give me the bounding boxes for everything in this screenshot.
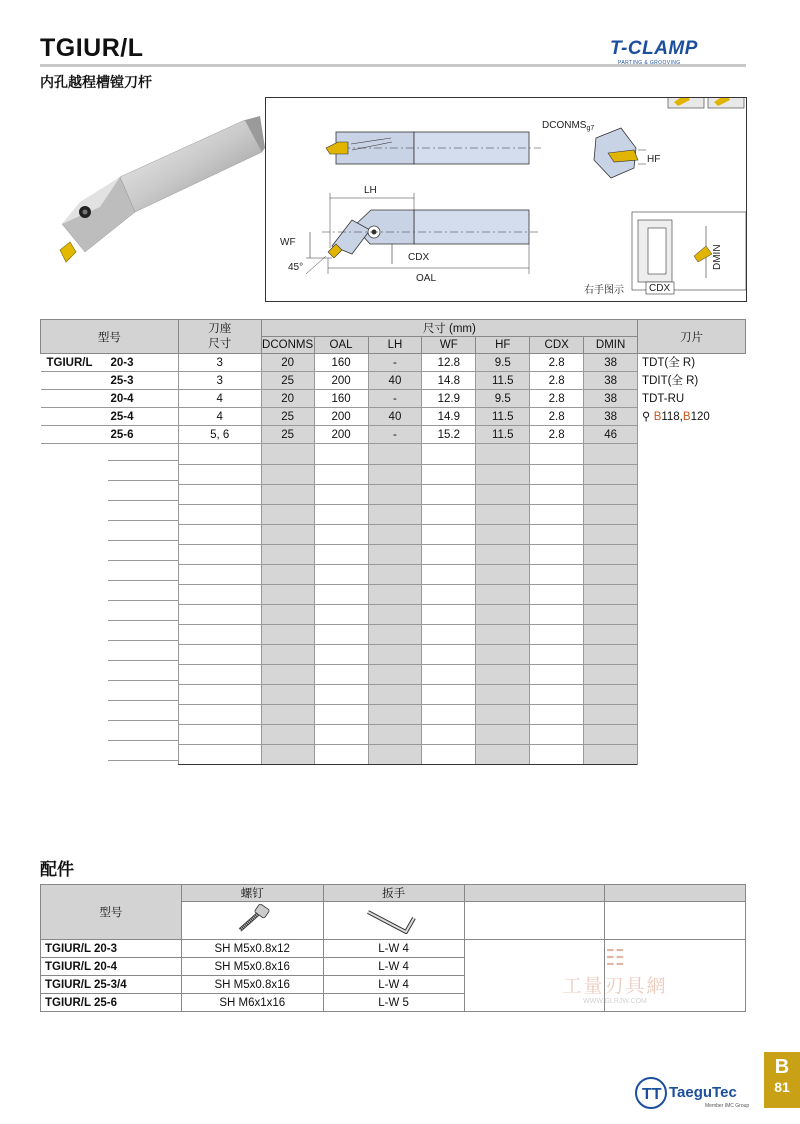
- empty-cell: [178, 604, 261, 624]
- empty-cell: [261, 444, 314, 465]
- seat-cell: 3: [178, 372, 261, 390]
- empty-cell: [476, 624, 530, 644]
- empty-cell: [422, 664, 476, 684]
- empty-cell: [178, 584, 261, 604]
- empty-cell: [314, 524, 368, 544]
- empty-cell: [261, 524, 314, 544]
- empty-cell: [422, 684, 476, 704]
- empty-cell: [314, 724, 368, 744]
- empty-cell: [584, 544, 638, 564]
- header-dconms: DCONMS: [261, 337, 314, 354]
- model-prefix: TGIUR/L: [46, 356, 93, 369]
- empty-cell: [314, 704, 368, 724]
- header-model: 型号: [41, 320, 179, 354]
- model-size: 25-4: [110, 410, 134, 423]
- seat-cell: 4: [178, 408, 261, 426]
- empty-cell: [584, 564, 638, 584]
- empty-cell: [314, 544, 368, 564]
- empty-cell: [41, 684, 179, 704]
- empty-cell: [368, 704, 422, 724]
- empty-cell: [41, 704, 179, 724]
- insert-cell: [638, 354, 746, 765]
- empty-cell: [178, 564, 261, 584]
- empty-cell: [178, 544, 261, 564]
- dconms-cell: 25: [261, 426, 314, 444]
- empty-cell: [584, 744, 638, 764]
- dmin-cell: 38: [584, 354, 638, 372]
- empty-cell: [530, 504, 584, 524]
- company-logo: [635, 1075, 755, 1111]
- empty-cell: [584, 604, 638, 624]
- empty-cell: [530, 624, 584, 644]
- empty-cell: [178, 704, 261, 724]
- wf-cell: 15.2: [422, 426, 476, 444]
- dmin-cell: 46: [584, 426, 638, 444]
- empty-cell: [584, 684, 638, 704]
- empty-cell: [368, 604, 422, 624]
- empty-cell: [314, 484, 368, 504]
- empty-cell: [178, 464, 261, 484]
- empty-cell: [368, 564, 422, 584]
- cdx-cell: 2.8: [530, 354, 584, 372]
- empty-cell: [368, 524, 422, 544]
- empty-cell: [476, 464, 530, 484]
- empty-cell: [368, 444, 422, 465]
- model-cell: [41, 426, 179, 444]
- header-dmin: DMIN: [584, 337, 638, 354]
- watermark-logo-icon: ☷: [605, 945, 625, 970]
- company-sub: Member IMC Group: [705, 1103, 750, 1109]
- empty-cell: [314, 744, 368, 764]
- t-clamp-logo: [610, 38, 750, 66]
- acc-model: TGIUR/L 20-4: [41, 958, 182, 976]
- empty-cell: [178, 644, 261, 664]
- cdx-cell: 2.8: [530, 426, 584, 444]
- table-row: [41, 354, 746, 372]
- empty-cell: [530, 744, 584, 764]
- oal-cell: 200: [314, 426, 368, 444]
- empty-cell: [314, 504, 368, 524]
- company-name: TaeguTec: [669, 1084, 737, 1101]
- empty-cell: [368, 464, 422, 484]
- insert-tdit: TDIT(全 R): [642, 375, 699, 387]
- header-lh: LH: [368, 337, 422, 354]
- empty-cell: [368, 724, 422, 744]
- spec-table: [40, 319, 746, 765]
- empty-cell: [422, 484, 476, 504]
- empty-cell: [178, 524, 261, 544]
- acc-screw: SH M5x0.8x16: [181, 976, 323, 994]
- ref-number-2: 120: [690, 411, 710, 423]
- empty-cell: [368, 544, 422, 564]
- watermark-text: 工量刃具網: [562, 976, 668, 997]
- empty-cell: [530, 524, 584, 544]
- acc-model: TGIUR/L 20-3: [41, 940, 182, 958]
- dconms-cell: 20: [261, 354, 314, 372]
- empty-cell: [178, 504, 261, 524]
- empty-cell: [368, 744, 422, 764]
- acc-wrench: L-W 5: [323, 994, 464, 1012]
- model-size: 20-3: [110, 356, 134, 369]
- empty-cell: [584, 704, 638, 724]
- model-size: 25-3: [110, 374, 134, 387]
- acc-screw: SH M5x0.8x16: [181, 958, 323, 976]
- empty-cell: [368, 664, 422, 684]
- empty-cell: [261, 744, 314, 764]
- empty-cell: [422, 544, 476, 564]
- model-size: 25-6: [110, 428, 134, 441]
- magnifier-icon: ⚲: [642, 411, 651, 423]
- empty-cell: [261, 664, 314, 684]
- tool-photo: [40, 112, 265, 272]
- empty-cell: [368, 624, 422, 644]
- empty-cell: [41, 484, 179, 504]
- empty-cell: [178, 484, 261, 504]
- right-hand-label: 右手图示: [584, 285, 624, 296]
- acc-empty-cell: [464, 902, 605, 940]
- empty-cell: [476, 744, 530, 764]
- empty-cell: [584, 624, 638, 644]
- empty-cell: [314, 564, 368, 584]
- seat-cell: 5, 6: [178, 426, 261, 444]
- header-insert: 刀片: [638, 320, 746, 354]
- svg-text:TT: TT: [642, 1086, 662, 1103]
- empty-cell: [41, 584, 179, 604]
- empty-cell: [530, 704, 584, 724]
- empty-cell: [476, 704, 530, 724]
- header-wf: WF: [422, 337, 476, 354]
- ref-prefix-2: B: [682, 411, 691, 423]
- empty-cell: [41, 604, 179, 624]
- cdx-cell: 2.8: [530, 390, 584, 408]
- empty-cell: [422, 604, 476, 624]
- empty-cell: [261, 564, 314, 584]
- accessories-heading: 配件: [40, 860, 74, 879]
- acc-header-empty: [605, 885, 746, 902]
- empty-cell: [261, 724, 314, 744]
- empty-cell: [178, 664, 261, 684]
- empty-cell: [530, 684, 584, 704]
- cdx-cell: 2.8: [530, 408, 584, 426]
- empty-cell: [368, 644, 422, 664]
- empty-cell: [261, 604, 314, 624]
- empty-cell: [261, 624, 314, 644]
- empty-cell: [422, 744, 476, 764]
- acc-model: TGIUR/L 25-3/4: [41, 976, 182, 994]
- empty-cell: [368, 504, 422, 524]
- acc-header-wrench: 扳手: [323, 885, 464, 902]
- wf-cell: 12.8: [422, 354, 476, 372]
- empty-cell: [530, 444, 584, 465]
- empty-cell: [530, 564, 584, 584]
- empty-cell: [178, 724, 261, 744]
- empty-cell: [368, 484, 422, 504]
- empty-cell: [530, 644, 584, 664]
- dconms-cell: 25: [261, 372, 314, 390]
- empty-cell: [530, 724, 584, 744]
- dmin-cell: 38: [584, 372, 638, 390]
- empty-cell: [476, 664, 530, 684]
- empty-cell: [178, 744, 261, 764]
- ref-prefix-1: B: [653, 411, 662, 423]
- hf-cell: 9.5: [476, 390, 530, 408]
- page-subtitle: 内孔越程槽镗刀杆: [40, 74, 152, 90]
- empty-cell: [422, 444, 476, 465]
- wf-cell: 12.9: [422, 390, 476, 408]
- lh-cell: -: [368, 390, 422, 408]
- empty-cell: [422, 704, 476, 724]
- empty-cell: [476, 584, 530, 604]
- empty-cell: [41, 464, 179, 484]
- empty-cell: [261, 544, 314, 564]
- empty-cell: [178, 444, 261, 465]
- wf-cell: 14.8: [422, 372, 476, 390]
- empty-cell: [261, 464, 314, 484]
- empty-cell: [584, 644, 638, 664]
- empty-cell: [422, 724, 476, 744]
- wf-label: WF: [280, 237, 296, 248]
- empty-cell: [476, 544, 530, 564]
- technical-drawing: [265, 97, 747, 302]
- empty-cell: [178, 624, 261, 644]
- lh-cell: 40: [368, 372, 422, 390]
- empty-cell: [314, 684, 368, 704]
- screw-image: [181, 902, 323, 940]
- empty-cell: [314, 464, 368, 484]
- empty-cell: [41, 524, 179, 544]
- empty-cell: [422, 464, 476, 484]
- empty-cell: [422, 624, 476, 644]
- hf-cell: 9.5: [476, 354, 530, 372]
- insert-page-ref[interactable]: [642, 408, 745, 426]
- empty-cell: [41, 544, 179, 564]
- watermark: [545, 945, 685, 1015]
- hf-cell: 11.5: [476, 426, 530, 444]
- empty-cell: [584, 664, 638, 684]
- empty-cell: [261, 504, 314, 524]
- wf-cell: 14.9: [422, 408, 476, 426]
- header-seat-size: 刀座 尺寸: [178, 320, 261, 354]
- oal-cell: 160: [314, 390, 368, 408]
- page-title: TGIUR/L: [40, 34, 144, 62]
- empty-cell: [530, 664, 584, 684]
- empty-cell: [422, 504, 476, 524]
- oal-cell: 200: [314, 408, 368, 426]
- empty-cell: [261, 484, 314, 504]
- header-cdx: CDX: [530, 337, 584, 354]
- acc-wrench: L-W 4: [323, 976, 464, 994]
- dconms-label: $DCONMS_{g7}$: [542, 120, 595, 132]
- acc-model: TGIUR/L 25-6: [41, 994, 182, 1012]
- empty-cell: [422, 644, 476, 664]
- oal-cell: 160: [314, 354, 368, 372]
- lh-label: LH: [364, 185, 377, 196]
- hf-label: HF: [647, 154, 661, 165]
- empty-cell: [476, 724, 530, 744]
- acc-header-screw: 螺钉: [181, 885, 323, 902]
- empty-cell: [584, 724, 638, 744]
- ref-number-1: 118: [661, 411, 680, 423]
- empty-cell: [476, 604, 530, 624]
- empty-cell: [261, 704, 314, 724]
- acc-wrench: L-W 4: [323, 958, 464, 976]
- hf-cell: 11.5: [476, 372, 530, 390]
- wrench-image: [323, 902, 464, 940]
- empty-cell: [530, 584, 584, 604]
- empty-cell: [41, 444, 179, 465]
- model-cell: [41, 372, 179, 390]
- lh-cell: -: [368, 354, 422, 372]
- acc-empty-cell: [605, 902, 746, 940]
- empty-cell: [261, 644, 314, 664]
- empty-cell: [261, 684, 314, 704]
- empty-cell: [261, 584, 314, 604]
- empty-cell: [530, 604, 584, 624]
- oal-label: OAL: [416, 273, 437, 284]
- oal-cell: 200: [314, 372, 368, 390]
- empty-cell: [476, 564, 530, 584]
- drawing-canvas: [266, 98, 746, 301]
- brand-tagline: PARTING & GROOVING: [618, 60, 681, 66]
- empty-cell: [530, 484, 584, 504]
- empty-cell: [584, 464, 638, 484]
- empty-cell: [178, 684, 261, 704]
- acc-wrench: L-W 4: [323, 940, 464, 958]
- dmin-label: DMIN: [712, 244, 723, 270]
- lh-cell: -: [368, 426, 422, 444]
- empty-cell: [314, 584, 368, 604]
- empty-cell: [41, 644, 179, 664]
- insert-tdt-ru: TDT-RU: [642, 393, 685, 405]
- page-number: 81: [774, 1079, 790, 1095]
- empty-cell: [476, 504, 530, 524]
- dconms-cell: 20: [261, 390, 314, 408]
- empty-cell: [584, 504, 638, 524]
- empty-cell: [41, 564, 179, 584]
- model-size: 20-4: [110, 392, 134, 405]
- model-cell: [41, 390, 179, 408]
- insert-tdt: TDT(全 R): [642, 357, 696, 369]
- empty-cell: [476, 524, 530, 544]
- acc-screw: SH M6x1x16: [181, 994, 323, 1012]
- empty-cell: [530, 464, 584, 484]
- empty-cell: [476, 644, 530, 664]
- empty-cell: [314, 624, 368, 644]
- empty-cell: [584, 584, 638, 604]
- brand-logo-text: T-CLAMP: [610, 38, 698, 59]
- dmin-cell: 38: [584, 408, 638, 426]
- empty-cell: [422, 564, 476, 584]
- empty-cell: [314, 644, 368, 664]
- seat-cell: 4: [178, 390, 261, 408]
- lh-cell: 40: [368, 408, 422, 426]
- header-hf: HF: [476, 337, 530, 354]
- seat-cell: 3: [178, 354, 261, 372]
- screw-icon: [232, 904, 272, 934]
- header-dimensions: 尺寸 (mm): [261, 320, 637, 337]
- empty-cell: [314, 664, 368, 684]
- empty-cell: [41, 504, 179, 524]
- empty-cell: [41, 744, 179, 764]
- acc-header-empty: [464, 885, 605, 902]
- acc-screw: SH M5x0.8x12: [181, 940, 323, 958]
- taegutec-logo: [635, 1075, 755, 1111]
- acc-header-model: 型号: [41, 885, 182, 940]
- empty-cell: [422, 524, 476, 544]
- empty-cell: [584, 524, 638, 544]
- empty-cell: [314, 444, 368, 465]
- empty-cell: [41, 724, 179, 744]
- empty-cell: [530, 544, 584, 564]
- cdx-box-label: CDX: [649, 283, 671, 294]
- empty-cell: [476, 484, 530, 504]
- empty-cell: [584, 484, 638, 504]
- empty-cell: [368, 684, 422, 704]
- hex-wrench-icon: [364, 904, 424, 934]
- empty-cell: [584, 444, 638, 465]
- watermark-url: WWW.GLRJW.COM: [583, 998, 647, 1005]
- ref-separator: ,: [679, 411, 683, 423]
- model-cell: [41, 408, 179, 426]
- dmin-cell: 38: [584, 390, 638, 408]
- empty-cell: [368, 584, 422, 604]
- empty-cell: [314, 604, 368, 624]
- section-tab: [764, 1052, 800, 1108]
- empty-cell: [41, 664, 179, 684]
- dconms-cell: 25: [261, 408, 314, 426]
- cdx-cell: 2.8: [530, 372, 584, 390]
- empty-cell: [422, 584, 476, 604]
- section-letter: B: [774, 1056, 790, 1078]
- hf-cell: 11.5: [476, 408, 530, 426]
- empty-cell: [476, 684, 530, 704]
- angle-label: 45°: [288, 262, 304, 273]
- empty-cell: [41, 624, 179, 644]
- header-oal: OAL: [314, 337, 368, 354]
- cdx-label: CDX: [408, 252, 430, 263]
- empty-cell: [476, 444, 530, 465]
- model-cell: [41, 354, 179, 372]
